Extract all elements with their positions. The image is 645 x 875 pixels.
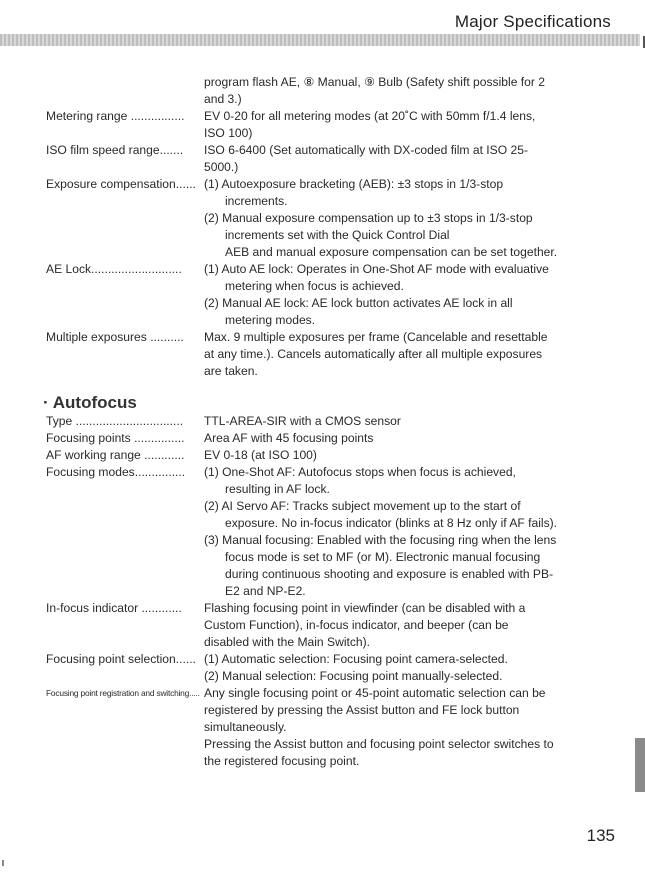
spec-line: TTL-AREA-SIR with a CMOS sensor xyxy=(204,414,401,428)
spec-line: (3) Manual focusing: Enabled with the focusing ring when the lens xyxy=(204,533,557,547)
spec-label: Focusing points ............... xyxy=(46,431,185,445)
spec-label: Type ................................ xyxy=(46,414,184,428)
spec-line: the registered focusing point. xyxy=(204,754,360,768)
spec-row-focusing-point-registration xyxy=(46,685,618,770)
spec-line: (1) Auto AE lock: Operates in One-Shot AF mode with evaluative xyxy=(204,262,549,276)
intro-line: and 3.) xyxy=(204,92,242,106)
spec-line: (1) Automatic selection: Focusing point camera-selected. xyxy=(204,652,508,666)
header-band xyxy=(0,34,640,46)
spec-row-af-type xyxy=(46,413,618,430)
spec-row-metering xyxy=(46,108,618,142)
spec-line: metering when focus is achieved. xyxy=(225,279,404,293)
spec-label: Focusing modes............... xyxy=(46,465,186,479)
spec-row-exposure-compensation xyxy=(46,176,618,261)
spec-line: (1) Autoexposure bracketing (AEB): ±3 stops in 1/3-stop xyxy=(204,177,504,191)
page-header-title: Major Specifications xyxy=(454,12,611,31)
spec-row-focusing-point-selection xyxy=(46,651,618,685)
spec-line: Area AF with 45 focusing points xyxy=(204,431,374,445)
spec-line: exposure. No in-focus indicator (blinks at 8 Hz only if AF fails). xyxy=(225,516,558,530)
section-title-autofocus: · Autofocus xyxy=(43,393,137,412)
spec-line: during continuous shooting and exposure is enabled with PB- xyxy=(225,567,554,581)
spec-line: simultaneously. xyxy=(204,720,287,734)
spec-line: resulting in AF lock. xyxy=(225,482,330,496)
spec-line: are taken. xyxy=(204,364,258,378)
spec-row-ae-lock xyxy=(46,261,618,329)
spec-line: (2) AI Servo AF: Tracks subject movement up to the start of xyxy=(204,499,521,513)
spec-line: 5000.) xyxy=(204,160,239,174)
spec-label: Metering range ................ xyxy=(46,109,185,123)
spec-line: (2) Manual AE lock: AE lock button activates AE lock in all xyxy=(204,296,513,310)
spec-row-in-focus-indicator xyxy=(46,600,618,651)
spec-line: increments set with the Quick Control Dial xyxy=(225,228,450,242)
spec-row-af-working-range xyxy=(46,447,618,464)
spec-line: Pressing the Assist button and focusing point selector switches to xyxy=(204,737,554,751)
spec-label: ISO film speed range....... xyxy=(46,143,184,157)
spec-line: AEB and manual exposure compensation can be set together. xyxy=(225,245,558,259)
page-number: 135 xyxy=(586,826,615,845)
spec-line: disabled with the Main Switch). xyxy=(204,635,371,649)
spec-line: (2) Manual selection: Focusing point manually-selected. xyxy=(204,669,503,683)
spec-line: (1) One-Shot AF: Autofocus stops when focus is achieved, xyxy=(204,465,516,479)
spec-label: AF working range ............ xyxy=(46,448,185,462)
spec-line: Custom Function), in-focus indicator, and beeper (can be xyxy=(204,618,509,632)
spec-line: at any time.). Cancels automatically after all multiple exposures xyxy=(204,347,543,361)
spec-line: metering modes. xyxy=(225,313,316,327)
spec-row-focusing-points xyxy=(46,430,618,447)
intro-line: program flash AE, ⑧ Manual, ⑨ Bulb (Safety shift possible for 2 xyxy=(204,75,545,89)
spec-line: EV 0-20 for all metering modes (at 20˚C with 50mm f/1.4 lens, xyxy=(204,109,536,123)
spec-label: AE Lock........................... xyxy=(46,262,182,276)
spec-line: Flashing focusing point in viewfinder (can be disabled with a xyxy=(204,601,526,615)
spec-line: Any single focusing point or 45-point automatic selection can be xyxy=(204,686,546,700)
spec-line: ISO 6-6400 (Set automatically with DX-coded film at ISO 25- xyxy=(204,143,528,157)
spec-line: focus mode is set to MF (or M). Electronic manual focusing xyxy=(225,550,541,564)
spec-content xyxy=(43,74,618,770)
spec-line: E2 and NP-E2. xyxy=(225,584,306,598)
spec-line: ISO 100) xyxy=(204,126,253,140)
spec-line: registered by pressing the Assist button and FE lock button xyxy=(204,703,520,717)
spec-label: Focusing point selection...... xyxy=(46,652,196,666)
spec-line: increments. xyxy=(225,194,288,208)
edge-dot xyxy=(2,860,4,866)
spec-row-iso xyxy=(46,142,618,176)
spec-label: In-focus indicator ............ xyxy=(46,601,182,615)
spec-line: (2) Manual exposure compensation up to ±3 stops in 1/3-stop xyxy=(204,211,533,225)
spec-label: Multiple exposures .......... xyxy=(46,330,184,344)
chapter-edge-tab xyxy=(635,738,645,792)
spec-label: Focusing point registration and switching..... xyxy=(46,688,200,698)
spec-line: Max. 9 multiple exposures per frame (Cancelable and resettable xyxy=(204,330,548,344)
spec-line: EV 0-18 (at ISO 100) xyxy=(204,448,317,462)
intro-block xyxy=(46,74,618,108)
spec-label: Exposure compensation...... xyxy=(46,177,196,191)
spec-row-multiple-exposures xyxy=(46,329,618,380)
spec-row-focusing-modes xyxy=(46,464,618,600)
